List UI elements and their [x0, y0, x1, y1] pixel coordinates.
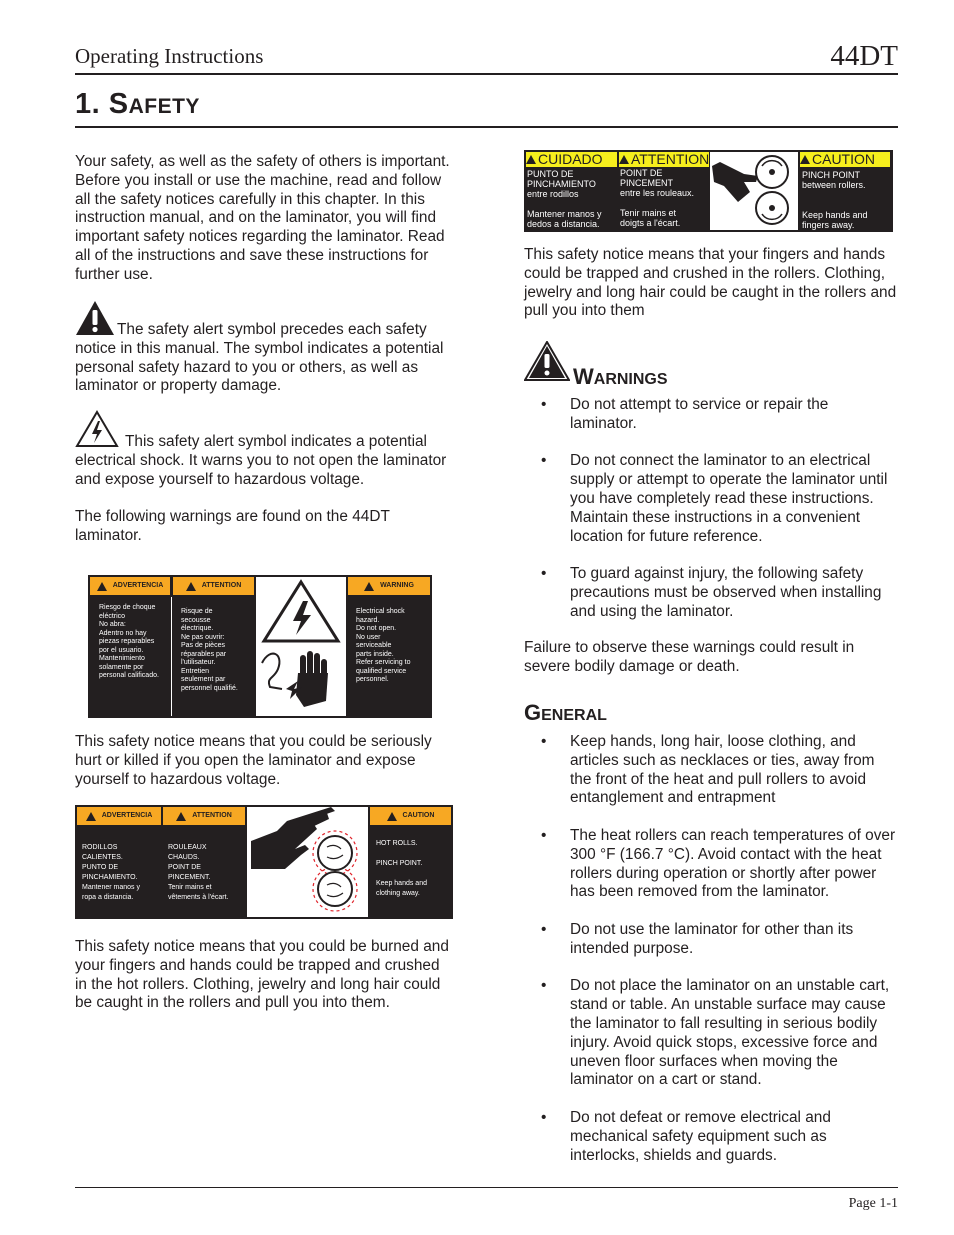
warning-triangle-icon	[186, 582, 196, 591]
label2-header-attention	[163, 807, 245, 825]
label2-pictogram	[247, 807, 368, 917]
title-rest: AFETY	[128, 95, 200, 118]
label3-paragraph: This safety notice means that your fingers and hands could be trapped and crushed in the rollers. Clothing, jewelry and long hair could be caught in the rollers and pull you into them	[524, 246, 897, 320]
general-rest: ENERAL	[541, 707, 607, 724]
page-number: Page 1-1	[848, 1196, 898, 1211]
warning-triangle-icon	[526, 155, 536, 164]
warning-triangle-icon	[86, 812, 96, 821]
list-item: • Do not place the laminator on an unstable cart, stand or table. An unstable surface may cause the laminator to fall resulting in serious bodily injury. Avoid quick stops, excessive force and uneven floor surfaces when moving the laminator on a cart or stand.	[524, 977, 898, 1090]
general-list	[524, 733, 898, 1184]
general-heading	[524, 700, 607, 726]
list-item: • Keep hands, long hair, loose clothing, and articles such as necklaces or ties, away from the front of the heat and pull rollers to avoid entanglement and entrapment	[524, 733, 898, 808]
pinch-rollers-hand-icon	[710, 152, 798, 230]
title-rule	[75, 126, 898, 128]
label1-english-text: Electrical shock hazard. Do not open. No user serviceable parts inside. Refer servicing to qualified service personnel.	[356, 608, 411, 683]
list-item: • The heat rollers can reach temperatures of over 300 °F (166.7 °C). Avoid contact with the heat rollers during operation or shortly after power has been removed from the laminator.	[524, 827, 898, 902]
label2-spanish-text: RODILLOS CALIENTES. PUNTO DE PINCHAMIENTO. Mantener manos y ropa a distancia.	[82, 844, 140, 901]
shock-symbol-paragraph: This safety alert symbol indicates a potential electrical shock. It warns you to not open the laminator and expose yourself to hazardous voltage.	[75, 433, 447, 488]
list-item: • To guard against injury, the following safety precautions must be observed when installing and using the laminator.	[524, 565, 898, 621]
label2-header-advertencia	[77, 807, 161, 825]
label2-paragraph: This safety notice means that you could be burned and your fingers and hands could be trapped and crushed in the hot rollers. Clothing, jewelry and long hair could be caught in the rollers and pull you into them.	[75, 938, 449, 1012]
warnings-heading	[573, 364, 668, 390]
electrical-shock-label	[88, 575, 432, 718]
label1-divider	[171, 597, 172, 716]
warning-triangle-icon	[800, 155, 810, 164]
alert-symbol-paragraph: The safety alert symbol precedes each safety notice in this manual. The symbol indicates a potential personal safety hazard to you or others, as well as laminator or property damage.	[75, 321, 444, 395]
label3-h2: ATTENTION	[631, 151, 710, 167]
label3-english-text: PINCH POINT between rollers. Keep hands and fingers away.	[802, 170, 868, 230]
label3-spanish-text: PUNTO DE PINCHAMIENTO entre rodillos Mantener manos y dedos a distancia.	[527, 169, 602, 229]
label3-h1: CUIDADO	[538, 151, 603, 167]
warnings-list	[524, 396, 898, 640]
warning-triangle-icon	[176, 812, 186, 821]
header-rule	[75, 73, 898, 75]
list-item: • Do not connect the laminator to an electrical supply or attempt to operate the laminator until you have completely read these instructions. Maintain these instructions in a convenient location for future reference.	[524, 452, 898, 546]
label2-h2: ATTENTION	[192, 811, 232, 819]
label1-header-warning	[348, 577, 430, 595]
page-title	[75, 88, 200, 121]
label3-pictogram	[710, 152, 798, 230]
warning-triangle-icon	[97, 582, 107, 591]
following-paragraph: The following warnings are found on the 44DT laminator.	[75, 508, 390, 544]
label1-header-attention	[173, 577, 254, 595]
label1-h2: ATTENTION	[201, 581, 242, 589]
warnings-first-letter: W	[573, 364, 594, 389]
label2-h3: CAUTION	[402, 811, 435, 819]
failure-paragraph: Failure to observe these warnings could result in severe bodily damage or death.	[524, 639, 855, 675]
label2-header-caution	[370, 807, 451, 825]
list-item: • Do not defeat or remove electrical and mechanical safety equipment such as interlocks, shields and guards.	[524, 1109, 898, 1165]
warning-triangle-icon	[387, 812, 397, 821]
warning-triangle-icon	[364, 582, 374, 591]
title-first-letter: S	[108, 88, 129, 120]
warnings-alert-icon	[524, 341, 570, 381]
label3-header-caution	[800, 152, 890, 167]
header-section-title: Operating Instructions	[75, 44, 264, 68]
shock-hand-icon	[256, 577, 346, 716]
warning-triangle-icon	[619, 155, 629, 164]
general-first-letter: G	[524, 700, 542, 725]
label3-h3: CAUTION	[812, 151, 875, 167]
label1-h1: ADVERTENCIA	[112, 581, 164, 589]
label1-h3: WARNING	[380, 581, 414, 589]
label2-french-text: ROULEAUX CHAUDS. POINT DE PINCEMENT. Tenir mains et vêtements à l'écart.	[168, 844, 229, 901]
label1-spanish-text: Riesgo de choque eléctrico No abra: Adentro no hay piezas reparables por el usuario. Mantenimiento solamente por personal calificado.	[99, 604, 159, 679]
label2-english-text: HOT ROLLS. PINCH POINT. Keep hands and clothing away.	[376, 840, 427, 897]
label2-h1: ADVERTENCIA	[101, 811, 153, 819]
list-item: • Do not use the laminator for other than its intended purpose.	[524, 921, 898, 959]
hot-rollers-hand-icon	[247, 807, 368, 917]
label3-header-cuidado	[526, 152, 617, 167]
intro-paragraph: Your safety, as well as the safety of others is important. Before you install or use the machine, read and follow all the safety notices carefully in this chapter. In this instruction manual, and on the laminator, you will find important safety notices regarding the laminator. Read all of the instructions and save these instructions for further use.	[75, 153, 450, 283]
label3-french-text: POINT DE PINCEMENT entre les rouleaux. Tenir mains et doigts a l'écart.	[620, 168, 695, 228]
footer-rule	[75, 1187, 898, 1188]
label1-french-text: Risque de secousse électrique. Ne pas ouvrir: Pas de pièces réparables par l'utilisateur. Entretien seulement par personnel qualifié.	[181, 608, 238, 692]
title-number: 1.	[75, 88, 109, 120]
hot-rolls-label	[75, 805, 453, 919]
warnings-rest: ARNINGS	[593, 371, 668, 388]
label1-pictogram	[256, 577, 346, 716]
label1-paragraph: This safety notice means that you could be seriously hurt or killed if you open the laminator and expose yourself to hazardous voltage.	[75, 733, 432, 788]
pinch-point-label	[524, 150, 893, 232]
label3-header-attention	[619, 152, 709, 167]
list-item: • Do not attempt to service or repair the laminator.	[524, 396, 898, 434]
label1-header-advertencia	[90, 577, 170, 595]
header-model: 44DT	[830, 40, 898, 72]
